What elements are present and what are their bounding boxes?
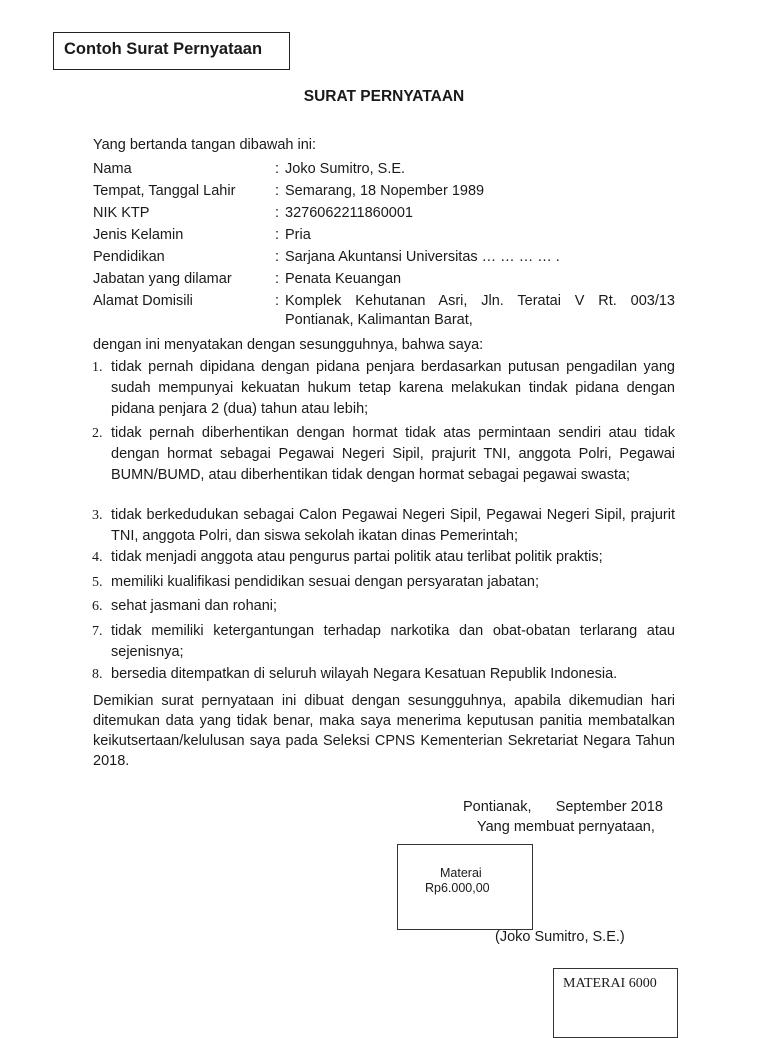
list-item — [92, 357, 675, 420]
field-label: NIK KTP — [93, 205, 150, 221]
field-label: Tempat, Tanggal Lahir — [93, 183, 236, 199]
field-value — [285, 292, 675, 330]
list-text: tidak pernah diberhentikan dengan hormat tidak atas permintaan sendiri atau tidak dengan hormat sebagai Pegawai Negeri Sipil, prajurit TNI, anggota Polri, Pegawai BUMN/BUMD, atau diberhentikan tidak dengan hormat sebagai pegawai swasta; — [111, 425, 675, 483]
field-colon: : — [275, 227, 280, 243]
field-label: Nama — [93, 161, 132, 177]
list-item — [92, 621, 675, 663]
field-label: Jenis Kelamin — [93, 227, 184, 243]
list-text: bersedia ditempatkan di seluruh wilayah Negara Kesatuan Republik Indonesia. — [111, 666, 618, 682]
list-item — [92, 505, 675, 547]
list-item — [92, 423, 675, 486]
list-text: tidak berkedudukan sebagai Calon Pegawai Negeri Sipil, Pegawai Negeri Sipil, prajurit TNI, anggota Polri, dan siswa sekolah ikatan dinas Pemerintah; — [111, 507, 675, 544]
materai-box — [397, 844, 533, 930]
field-colon: : — [275, 249, 280, 265]
field-value: Joko Sumitro, S.E. — [285, 161, 406, 177]
field-colon: : — [275, 183, 280, 199]
closing-paragraph: Demikian surat pernyataan ini dibuat dengan sesungguhnya, apabila dikemudian hari ditemukan data yang tidak benar, maka saya menerima keputusan panitia membatalkan keikutsertaan/kelulusan saya pada Seleksi CPNS Kementerian Sekretariat Negara Tahun 2018. — [93, 693, 675, 769]
field-value: Semarang, 18 Nopember 1989 — [285, 183, 485, 199]
field-colon: : — [275, 293, 280, 309]
place-date: Pontianak, September 2018 — [463, 799, 663, 815]
list-number: 3. — [92, 508, 103, 523]
address-line-1: Komplek Kehutanan Asri, Jln. Teratai V Rt. 003/13 — [285, 293, 675, 309]
list-item — [92, 596, 675, 617]
list-number: 5. — [92, 575, 103, 590]
list-number: 1. — [92, 360, 103, 375]
signer-caption: Yang membuat pernyataan, — [477, 819, 655, 835]
field-value: 3276062211860001 — [285, 205, 413, 221]
field-colon: : — [275, 161, 280, 177]
stamp-box — [553, 968, 678, 1038]
intro-text: Yang bertanda tangan dibawah ini: — [93, 137, 317, 153]
list-text: memiliki kualifikasi pendidikan sesuai dengan persyaratan jabatan; — [111, 574, 539, 590]
field-label: Pendidikan — [93, 249, 165, 265]
address-line-2: Pontianak, Kalimantan Barat, — [285, 312, 473, 328]
list-text: sehat jasmani dan rohani; — [111, 598, 278, 614]
example-label: Contoh Surat Pernyataan — [64, 40, 263, 58]
list-item — [92, 572, 675, 593]
list-text: tidak memiliki ketergantungan terhadap narkotika dan obat-obatan terlarang atau sejenisnya; — [111, 623, 675, 660]
document-title: SURAT PERNYATAAN — [303, 88, 465, 105]
field-value: Pria — [285, 227, 311, 243]
list-item — [92, 664, 675, 685]
stamp-label: MATERAI 6000 — [563, 976, 657, 991]
materai-amount: Rp6.000,00 — [425, 881, 490, 895]
list-number: 8. — [92, 667, 103, 682]
field-value: Penata Keuangan — [285, 271, 402, 287]
list-number: 7. — [92, 624, 103, 639]
statement-intro: dengan ini menyatakan dengan sesungguhnya, bahwa saya: — [93, 337, 484, 353]
list-number: 2. — [92, 426, 103, 441]
field-colon: : — [275, 271, 280, 287]
list-number: 6. — [92, 599, 103, 614]
field-label: Alamat Domisili — [93, 293, 193, 309]
list-text: tidak pernah dipidana dengan pidana penjara berdasarkan putusan pengadilan yang sudah mempunyai kekuatan hukum tetap karena melakukan tindak pidana dengan pidana penjara 2 (dua) tahun atau lebih; — [111, 359, 675, 417]
field-colon: : — [275, 205, 280, 221]
signer-name: (Joko Sumitro, S.E.) — [495, 929, 625, 945]
field-label: Jabatan yang dilamar — [93, 271, 232, 287]
field-value: Sarjana Akuntansi Universitas … … … … . — [285, 249, 560, 265]
list-number: 4. — [92, 550, 103, 565]
example-label-box — [53, 32, 290, 70]
list-item — [92, 547, 675, 568]
list-text: tidak menjadi anggota atau pengurus partai politik atau terlibat politik praktis; — [111, 549, 603, 565]
materai-label: Materai — [440, 866, 482, 880]
